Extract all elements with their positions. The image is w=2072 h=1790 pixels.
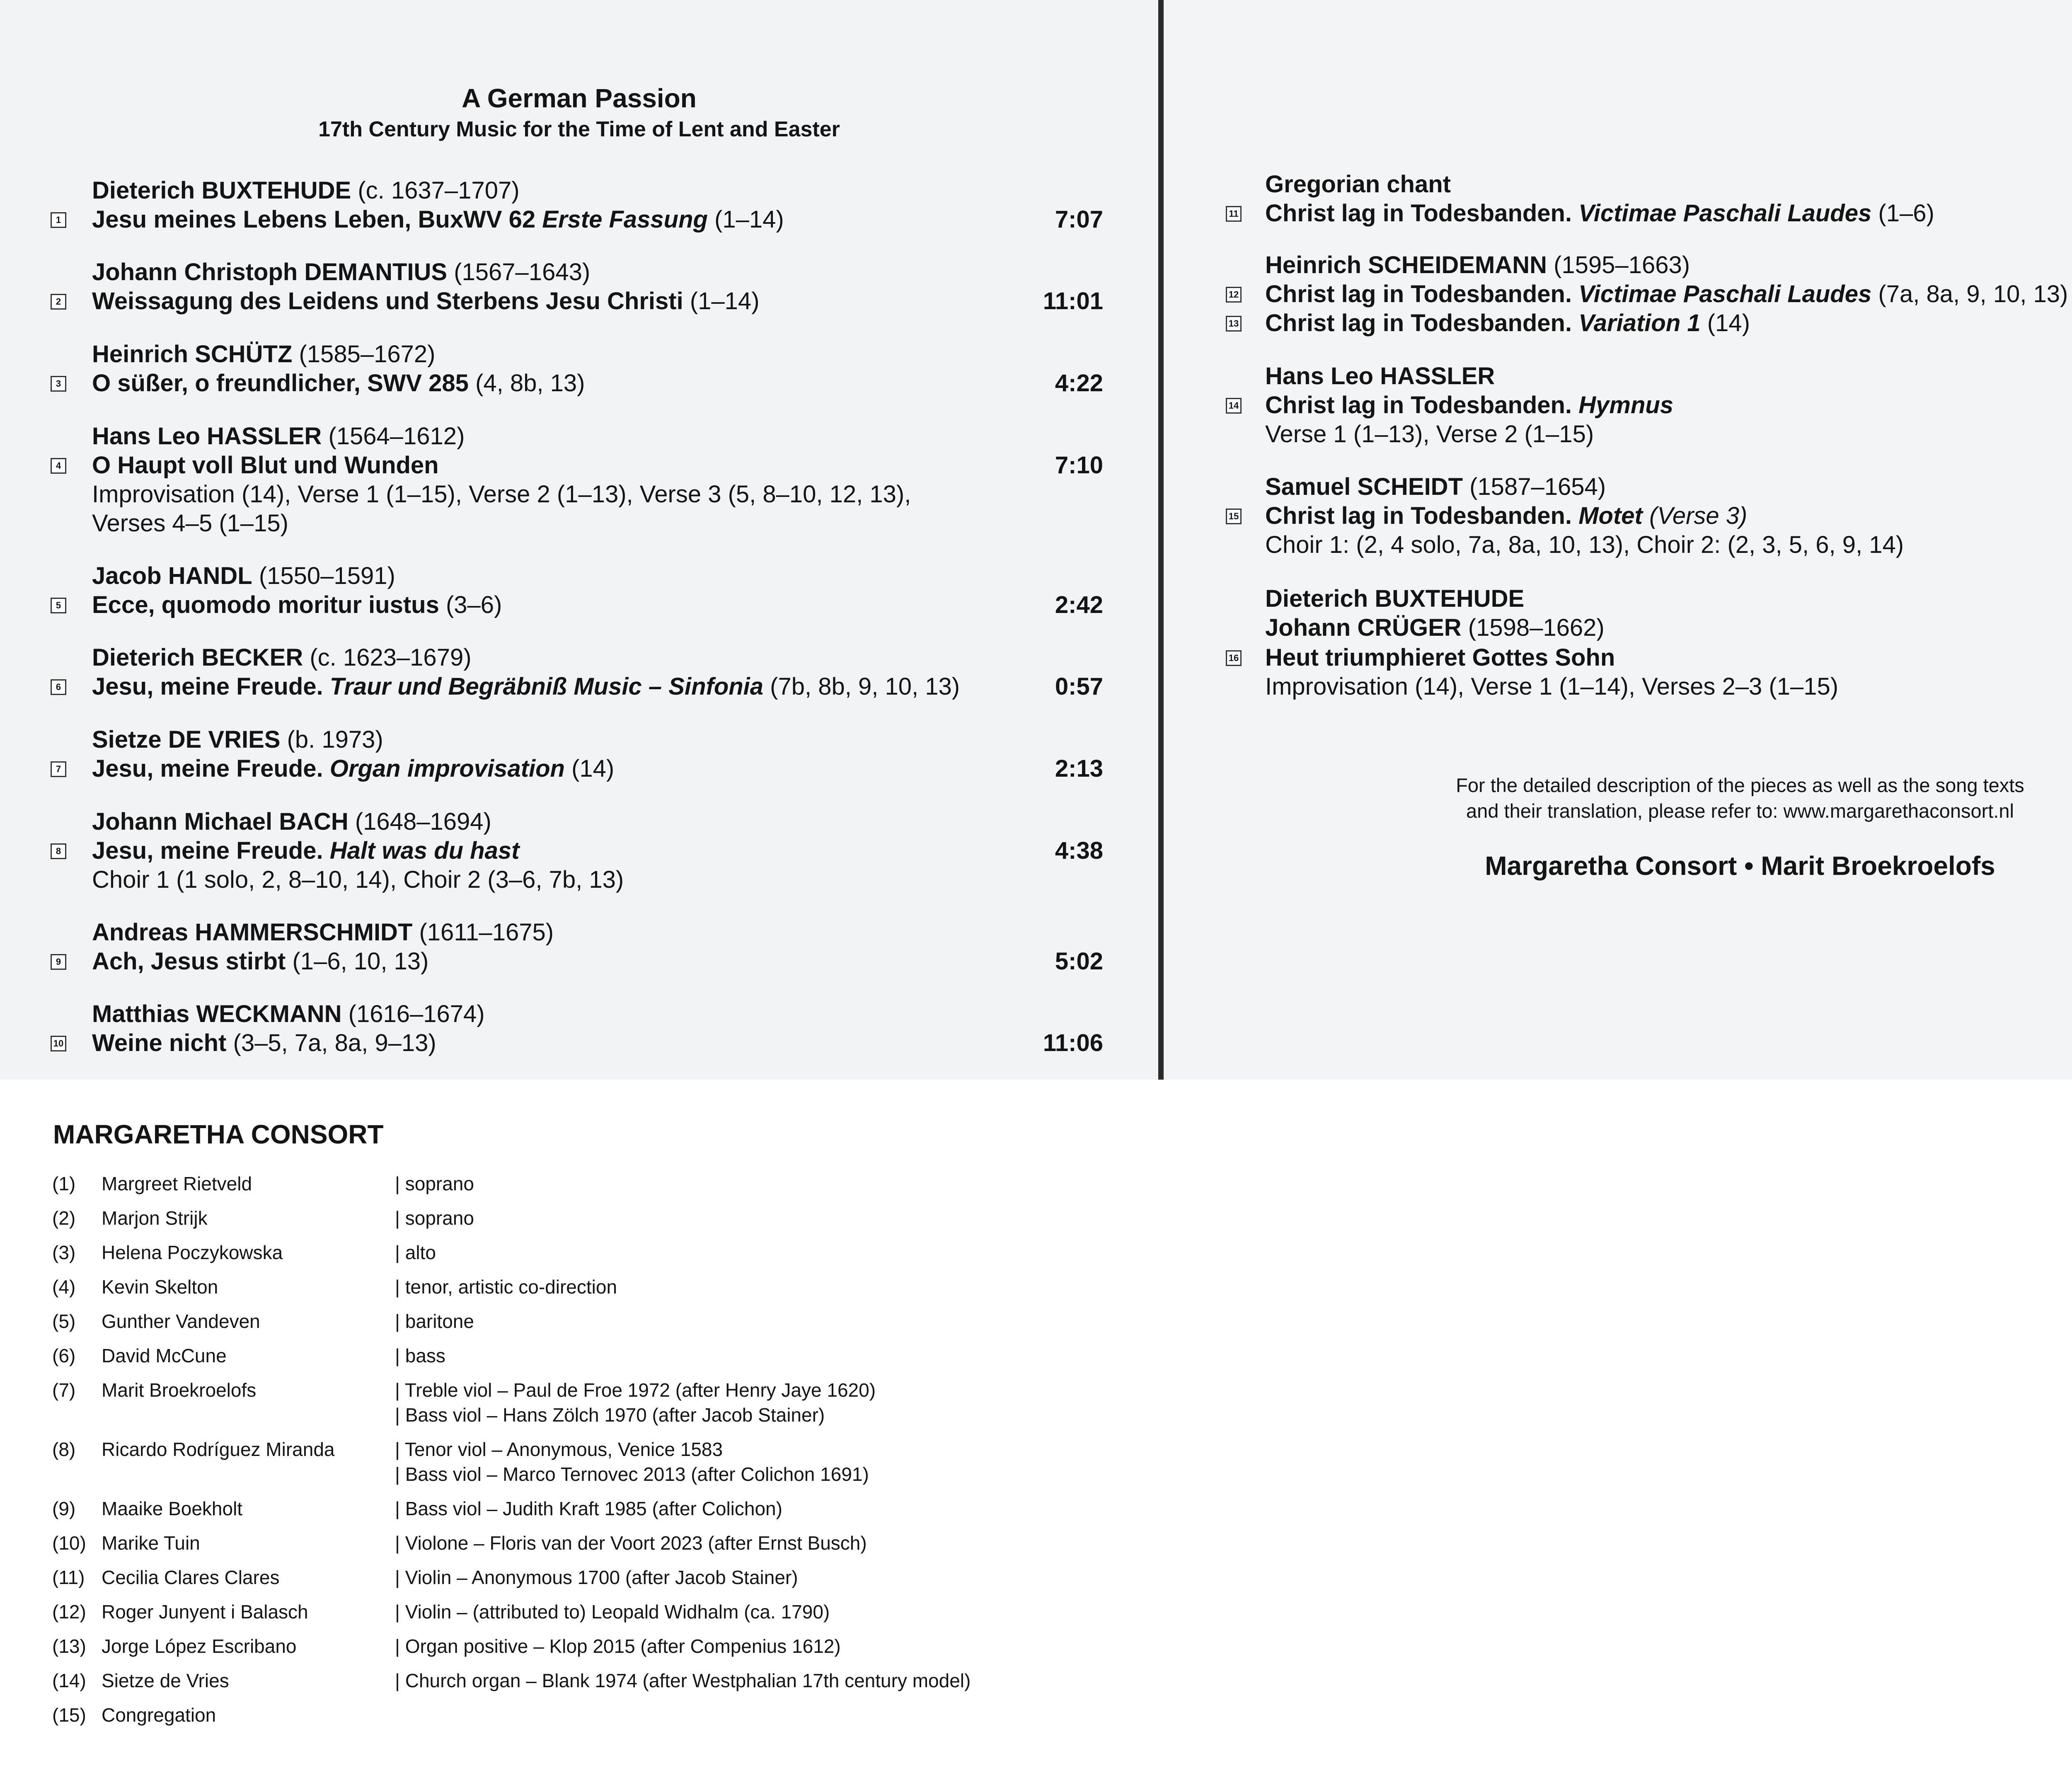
track-title-main: Jesu, meine Freude. bbox=[92, 673, 323, 700]
track-notes: Choir 1: (2, 4 solo, 7a, 8a, 10, 13), Choir 2: (2, 3, 5, 6, 9, 14) bbox=[1265, 531, 1904, 558]
member-number: (7) bbox=[52, 1379, 76, 1401]
member-role: | Violin – (attributed to) Leopald Widhalm (ca. 1790) bbox=[395, 1601, 830, 1623]
track-duration: 2:13 bbox=[1055, 755, 1103, 782]
member-name: Marjon Strijk bbox=[102, 1207, 208, 1229]
member-number: (5) bbox=[52, 1310, 76, 1332]
composer-line bbox=[1265, 613, 1605, 642]
composer-dates: (1550–1591) bbox=[252, 562, 395, 589]
track-title bbox=[92, 591, 502, 620]
track-title-main: Weissagung des Leidens und Sterbens Jesu Christi bbox=[92, 288, 683, 315]
composer-name: Dieterich BUXTEHUDE bbox=[1265, 585, 1525, 612]
booklet-left-page bbox=[0, 0, 1158, 1080]
member-name: Congregation bbox=[102, 1704, 216, 1726]
composer-line bbox=[1265, 472, 1606, 501]
track-voices: (1–14) bbox=[683, 288, 760, 315]
composer-line bbox=[92, 562, 395, 591]
composer-dates: (1611–1675) bbox=[412, 919, 554, 946]
track-title-italic: Hymnus bbox=[1578, 392, 1674, 419]
member-role: | alto bbox=[395, 1242, 436, 1263]
composer-line bbox=[92, 340, 435, 369]
track-number-box: 4 bbox=[51, 458, 66, 474]
performers-credit: Margaretha Consort • Marit Broekroelofs bbox=[1485, 851, 1995, 881]
composer-name: Jacob HANDL bbox=[92, 562, 252, 589]
track-title bbox=[92, 287, 760, 316]
track-title-main: Jesu meines Lebens Leben, BuxWV 62 bbox=[92, 206, 536, 233]
member-number: (6) bbox=[52, 1345, 76, 1366]
track-title bbox=[92, 672, 960, 701]
composer-dates: (1585–1672) bbox=[292, 341, 436, 368]
composer-line bbox=[1265, 170, 1451, 199]
composer-dates: (1598–1662) bbox=[1461, 614, 1605, 641]
composer-line bbox=[92, 643, 472, 672]
composer-dates: (1564–1612) bbox=[322, 423, 465, 450]
booklet-spine bbox=[1158, 0, 1164, 1080]
composer-name: Sietze DE VRIES bbox=[92, 726, 281, 753]
track-number-box: 11 bbox=[1226, 206, 1242, 222]
track-duration: 4:38 bbox=[1055, 837, 1103, 864]
track-duration: 4:22 bbox=[1055, 370, 1103, 397]
track-title-italic-rest: (Verse 3) bbox=[1642, 502, 1748, 529]
composer-name: Heinrich SCHÜTZ bbox=[92, 341, 293, 368]
member-role: | soprano bbox=[395, 1207, 474, 1229]
member-role: | Tenor viol – Anonymous, Venice 1583 bbox=[395, 1439, 723, 1460]
composer-line bbox=[92, 176, 520, 205]
composer-name: Johann Christoph DEMANTIUS bbox=[92, 259, 448, 286]
composer-line bbox=[1265, 251, 1690, 280]
track-notes: Verses 4–5 (1–15) bbox=[92, 510, 288, 537]
member-name: David McCune bbox=[102, 1345, 227, 1366]
member-role: | Violin – Anonymous 1700 (after Jacob Stainer) bbox=[395, 1567, 798, 1588]
info-line-1: For the detailed description of the pieces as well as the song texts bbox=[1456, 774, 2024, 796]
track-title bbox=[1265, 309, 1750, 338]
member-number: (10) bbox=[52, 1532, 86, 1554]
composer-line bbox=[1265, 584, 1524, 613]
member-name: Marit Broekroelofs bbox=[102, 1379, 257, 1401]
track-title bbox=[92, 947, 428, 976]
composer-name: Heinrich SCHEIDEMANN bbox=[1265, 252, 1547, 279]
composer-name: Andreas HAMMERSCHMIDT bbox=[92, 919, 413, 946]
track-number-box: 6 bbox=[51, 679, 66, 695]
composer-dates: (1567–1643) bbox=[447, 259, 591, 286]
track-title-main: Christ lag in Todesbanden. bbox=[1265, 502, 1572, 529]
composer-dates: (c. 1637–1707) bbox=[351, 177, 520, 204]
member-role: | Organ positive – Klop 2015 (after Compenius 1612) bbox=[395, 1635, 841, 1657]
composer-dates: (1616–1674) bbox=[341, 1000, 485, 1027]
track-voices: (3–6) bbox=[439, 591, 502, 618]
track-title-italic: Halt was du hast bbox=[329, 837, 520, 864]
member-number: (2) bbox=[52, 1207, 76, 1229]
member-role: | bass bbox=[395, 1345, 445, 1366]
track-title-main: Jesu, meine Freude. bbox=[92, 755, 323, 782]
composer-name: Johann Michael BACH bbox=[92, 808, 349, 835]
composer-name: Hans Leo HASSLER bbox=[92, 423, 322, 450]
track-voices: (1–6, 10, 13) bbox=[286, 948, 429, 975]
info-note bbox=[1164, 773, 2072, 824]
member-number: (15) bbox=[52, 1704, 86, 1726]
composer-name: Dieterich BECKER bbox=[92, 644, 303, 671]
track-notes: Choir 1 (1 solo, 2, 8–10, 14), Choir 2 (3–6, 7b, 13) bbox=[92, 866, 624, 893]
member-role: | Church organ – Blank 1974 (after Westphalian 17th century model) bbox=[395, 1670, 971, 1691]
track-voices: (14) bbox=[1700, 310, 1750, 337]
track-number-box: 3 bbox=[51, 376, 66, 392]
composer-dates: (1587–1654) bbox=[1463, 473, 1606, 500]
member-role: | Bass viol – Hans Zölch 1970 (after Jacob Stainer) bbox=[395, 1404, 825, 1426]
track-title-italic: Organ improvisation bbox=[329, 755, 565, 782]
track-number-box: 16 bbox=[1226, 650, 1242, 666]
track-notes: Verse 1 (1–13), Verse 2 (1–15) bbox=[1265, 421, 1594, 448]
track-title-main: Jesu, meine Freude. bbox=[92, 837, 323, 864]
track-number-box: 8 bbox=[51, 843, 66, 859]
member-name: Kevin Skelton bbox=[102, 1276, 218, 1298]
member-role: | tenor, artistic co-direction bbox=[395, 1276, 617, 1298]
booklet-right-page bbox=[1164, 0, 2072, 1080]
track-number-box: 10 bbox=[51, 1036, 66, 1051]
member-role: | Violone – Floris van der Voort 2023 (after Ernst Busch) bbox=[395, 1532, 867, 1554]
track-number-box: 5 bbox=[51, 598, 66, 613]
track-title-main: Christ lag in Todesbanden. bbox=[1265, 392, 1572, 419]
composer-name: Samuel SCHEIDT bbox=[1265, 473, 1463, 500]
member-role: | Bass viol – Marco Ternovec 2013 (after Colichon 1691) bbox=[395, 1463, 869, 1485]
composer-line bbox=[92, 918, 554, 947]
track-voices: (4, 8b, 13) bbox=[468, 370, 585, 397]
track-voices: (1–6) bbox=[1871, 200, 1934, 227]
member-name: Gunther Vandeven bbox=[102, 1310, 260, 1332]
track-title bbox=[92, 754, 614, 783]
composer-dates: (c. 1623–1679) bbox=[303, 644, 472, 671]
album-title: A German Passion bbox=[462, 83, 697, 113]
track-duration: 11:06 bbox=[1043, 1029, 1103, 1056]
track-title bbox=[1265, 280, 2068, 309]
composer-dates: (1595–1663) bbox=[1547, 252, 1690, 279]
track-duration: 11:01 bbox=[1043, 288, 1103, 315]
member-name: Roger Junyent i Balasch bbox=[102, 1601, 308, 1623]
composer-line bbox=[92, 422, 465, 451]
track-title-italic: Erste Fassung bbox=[542, 206, 708, 233]
track-title-main: Heut triumphieret Gottes Sohn bbox=[1265, 644, 1615, 671]
track-title bbox=[1265, 643, 1615, 672]
member-number: (12) bbox=[52, 1601, 86, 1623]
track-title-main: Christ lag in Todesbanden. bbox=[1265, 281, 1572, 308]
track-title bbox=[92, 369, 585, 398]
member-number: (14) bbox=[52, 1670, 86, 1691]
composer-line bbox=[92, 725, 383, 754]
track-notes: Improvisation (14), Verse 1 (1–14), Verses 2–3 (1–15) bbox=[1265, 673, 1839, 700]
track-title bbox=[92, 1029, 436, 1058]
track-title bbox=[92, 205, 784, 234]
track-number-box: 7 bbox=[51, 761, 66, 777]
member-role: | baritone bbox=[395, 1310, 474, 1332]
track-number-box: 14 bbox=[1226, 398, 1242, 414]
track-title-italic: Variation 1 bbox=[1578, 310, 1701, 337]
track-title-main: O süßer, o freundlicher, SWV 285 bbox=[92, 370, 469, 397]
member-number: (11) bbox=[52, 1567, 85, 1588]
member-name: Helena Poczykowska bbox=[102, 1242, 283, 1263]
track-duration: 7:10 bbox=[1055, 452, 1103, 479]
member-name: Sietze de Vries bbox=[102, 1670, 229, 1691]
member-role: | Bass viol – Judith Kraft 1985 (after Colichon) bbox=[395, 1498, 782, 1519]
track-voices: (1–14) bbox=[707, 206, 784, 233]
consort-heading: MARGARETHA CONSORT bbox=[53, 1119, 384, 1149]
track-title-main: O Haupt voll Blut und Wunden bbox=[92, 452, 439, 479]
composer-line bbox=[92, 1000, 485, 1029]
composer-line bbox=[1265, 362, 1495, 391]
track-title-italic: Victimae Paschali Laudes bbox=[1578, 200, 1872, 227]
member-name: Maaike Boekholt bbox=[102, 1498, 243, 1519]
info-line-2: and their translation, please refer to: www.margarethaconsort.nl bbox=[1466, 800, 2014, 822]
member-role: | soprano bbox=[395, 1173, 474, 1194]
track-duration: 2:42 bbox=[1055, 591, 1103, 618]
track-title-main: Christ lag in Todesbanden. bbox=[1265, 310, 1572, 337]
track-title-main: Christ lag in Todesbanden. bbox=[1265, 200, 1572, 227]
track-title bbox=[1265, 391, 1673, 420]
track-duration: 0:57 bbox=[1055, 673, 1103, 700]
composer-dates: (1648–1694) bbox=[348, 808, 491, 835]
member-name: Cecilia Clares Clares bbox=[102, 1567, 280, 1588]
track-title bbox=[92, 836, 519, 865]
track-title-italic: Victimae Paschali Laudes bbox=[1578, 281, 1872, 308]
track-number-box: 9 bbox=[51, 954, 66, 970]
composer-dates: (b. 1973) bbox=[280, 726, 383, 753]
track-title-main: Weine nicht bbox=[92, 1029, 227, 1056]
composer-name: Hans Leo HASSLER bbox=[1265, 363, 1495, 390]
member-number: (4) bbox=[52, 1276, 76, 1298]
member-name: Ricardo Rodríguez Miranda bbox=[102, 1439, 335, 1460]
track-number-box: 15 bbox=[1226, 509, 1242, 524]
member-number: (3) bbox=[52, 1242, 76, 1263]
member-number: (9) bbox=[52, 1498, 76, 1519]
member-number: (1) bbox=[52, 1173, 76, 1194]
composer-name: Gregorian chant bbox=[1265, 171, 1451, 198]
track-title-italic: Traur und Begräbniß Music – Sinfonia bbox=[329, 673, 764, 700]
composer-name: Matthias WECKMANN bbox=[92, 1000, 342, 1027]
track-voices: (7b, 8b, 9, 10, 13) bbox=[763, 673, 960, 700]
member-name: Margreet Rietveld bbox=[102, 1173, 252, 1194]
track-number-box: 1 bbox=[51, 212, 66, 228]
track-number-box: 13 bbox=[1226, 316, 1242, 332]
track-title-italic: Motet bbox=[1578, 502, 1643, 529]
track-duration: 5:02 bbox=[1055, 948, 1103, 975]
composer-line bbox=[92, 258, 590, 287]
track-number-box: 12 bbox=[1226, 287, 1242, 303]
member-role: | Treble viol – Paul de Froe 1972 (after Henry Jaye 1620) bbox=[395, 1379, 876, 1401]
track-voices: (7a, 8a, 9, 10, 13) bbox=[1871, 281, 2068, 308]
composer-name: Johann CRÜGER bbox=[1265, 614, 1462, 641]
album-subtitle: 17th Century Music for the Time of Lent and Easter bbox=[318, 117, 840, 141]
member-number: (8) bbox=[52, 1439, 76, 1460]
track-voices: (3–5, 7a, 8a, 9–13) bbox=[226, 1029, 436, 1056]
track-number-box: 2 bbox=[51, 294, 66, 310]
member-name: Jorge López Escribano bbox=[102, 1635, 297, 1657]
track-title-main: Ach, Jesus stirbt bbox=[92, 948, 286, 975]
composer-line bbox=[92, 807, 491, 836]
track-title bbox=[92, 451, 439, 480]
track-voices: (14) bbox=[564, 755, 615, 782]
member-name: Marike Tuin bbox=[102, 1532, 200, 1554]
track-title-main: Ecce, quomodo moritur iustus bbox=[92, 591, 439, 618]
track-title bbox=[1265, 199, 1934, 228]
track-title bbox=[1265, 501, 1747, 530]
track-duration: 7:07 bbox=[1055, 206, 1103, 233]
member-number: (13) bbox=[52, 1635, 86, 1657]
composer-name: Dieterich BUXTEHUDE bbox=[92, 177, 351, 204]
track-notes: Improvisation (14), Verse 1 (1–15), Verse 2 (1–13), Verse 3 (5, 8–10, 12, 13), bbox=[92, 481, 911, 508]
